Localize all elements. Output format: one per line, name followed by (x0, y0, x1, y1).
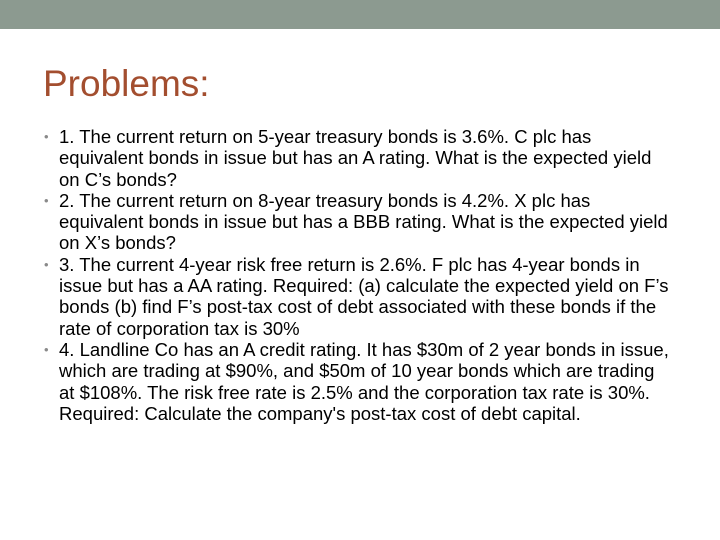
slide-title: Problems: (43, 63, 210, 104)
list-item (44, 190, 674, 254)
bullet-icon: • (44, 341, 49, 357)
bullet-icon: • (44, 256, 49, 272)
problem-3-text: 3. The current 4-year risk free return is 2.6%. F plc has 4-year bonds in issue but has a AA rating. Required: (a) calculate the expected yield on F’s bonds (b) find F’s post-tax cost of debt associated with these bonds if the rate of corporation tax is 30% (59, 253, 669, 339)
problem-2-text: 2. The current return on 8-year treasury bonds is 4.2%. X plc has equivalent bonds in issue but has a BBB rating. What is the expected yield on X’s bonds? (59, 189, 668, 254)
list-item (44, 126, 674, 190)
bullet-icon: • (44, 129, 49, 144)
bullet-icon: • (44, 192, 49, 208)
problem-1-text: 1. The current return on 5-year treasury bonds is 3.6%. C plc has equivalent bonds in issue but has an A rating. What is the expected yield on C’s bonds? (59, 126, 652, 190)
problem-4-text: 4. Landline Co has an A credit rating. It has $30m of 2 year bonds in issue, which are trading at $90%, and $50m of 10 year bonds which are trading at $108%. The risk free rate is 2.5% and the corporation tax rate is 30%. Required: Calculate the company's post-tax cost of debt capital. (59, 338, 669, 424)
problem-list (44, 126, 674, 424)
list-item (44, 339, 674, 424)
list-item (44, 254, 674, 339)
slide-top-bar (0, 0, 720, 29)
